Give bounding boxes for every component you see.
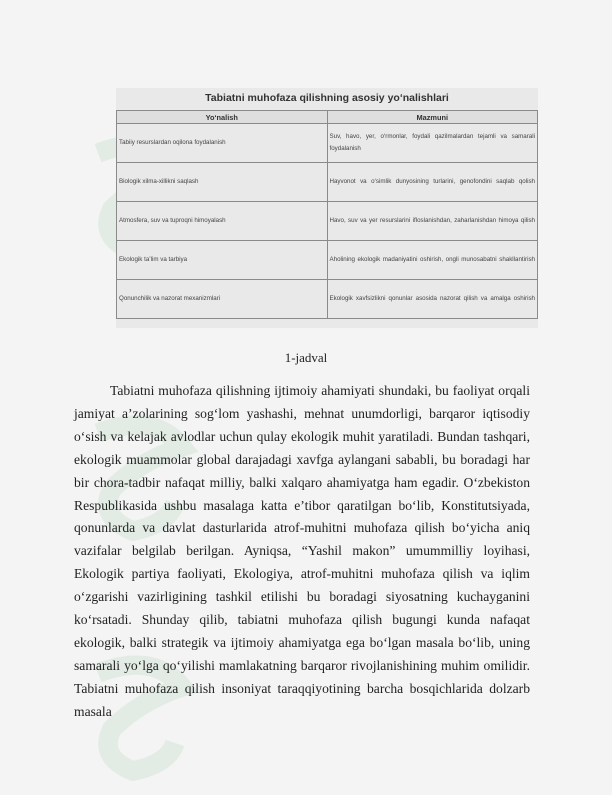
table-cell-direction: Tabiiy resurslardan oqilona foydalanish xyxy=(117,124,328,163)
table-cell-direction: Biologik xilma-xillikni saqlash xyxy=(117,163,328,202)
table-caption: 1-jadval xyxy=(284,350,328,365)
table-cell-content: Havo, suv va yer resurslarini ifloslanishdan, zaharlanishdan himoya qilish xyxy=(327,202,538,241)
table-row xyxy=(117,202,538,241)
table-cell-content: Suv, havo, yer, o‘rmonlar, foydali qazilmalardan tejamli va samarali foydalanish xyxy=(327,124,538,163)
table-header-row xyxy=(117,111,538,124)
table-row xyxy=(117,241,538,280)
directions-table xyxy=(116,110,538,319)
table-cell-direction: Ekologik ta’lim va tarbiya xyxy=(117,241,328,280)
table-cell-content: Hayvonot va o‘simlik dunyosining turlarini, genofondini saqlab qolish xyxy=(327,163,538,202)
table-title: Tabiatni muhofaza qilishning asosiy yo‘nalishlari xyxy=(205,92,449,104)
table-cell-direction: Atmosfera, suv va tuproqni himoyalash xyxy=(117,202,328,241)
table-cell-content: Aholining ekologik madaniyatini oshirish, ongli munosabatni shakllantirish xyxy=(327,241,538,280)
table-cell-content: Ekologik xavfsizlikni qonunlar asosida nazorat qilish va amalga oshirish xyxy=(327,280,538,319)
body-paragraph: Tabiatni muhofaza qilishning ijtimoiy ahamiyati shundaki, bu faoliyat orqali jamiyat a’zolarining sog‘lom yashashi, mehnat unumdorligi, barqaror iqtisodiy o‘sish va kelajak avlodlar uchun qulay ekologik muhit yaratiladi. Bundan tashqari, ekologik muammolar global darajadagi xavfga aylangani sababli, bu boradagi har bir chora-tadbir nafaqat milliy, balki xalqaro ahamiyatga ham egadir. O‘zbekiston Respublikasida ushbu masalaga katta e’tibor qaratilgan bo‘lib, Konstitutsiyada, qonunlarda va davlat dasturlarida atrof-muhitni muhofaza qilish bo‘yicha aniq vazifalar belgilab berilgan. Ayniqsa, “Yashil makon” umummilliy loyihasi, Ekologik partiya faoliyati, Ekologiya, atrof-muhitni muhofaza qilish va iqlim o‘zgarishi vazirligining tashkil etilishi bu boradagi siyosatning kuchayganini ko‘rsatadi. Shunday qilib, tabiatni muhofaza qilish bugungi kunda nafaqat ekologik, balki strategik va ijtimoiy ahamiyatga ega bo‘lgan masala bo‘lib, uning samarali yo‘lga qo‘yilishi mamlakatning barqaror rivojlanishining muhim omilidir. Tabiatni muhofaza qilish insoniyat taraqqiyotining barcha bosqichlarida dolzarb masala xyxy=(74,383,530,719)
table-row xyxy=(117,163,538,202)
table-row xyxy=(117,280,538,319)
table-header-cell: Yo‘nalish xyxy=(117,111,328,124)
table-header-cell: Mazmuni xyxy=(327,111,538,124)
table-cell-direction: Qonunchilik va nazorat mexanizmlari xyxy=(117,280,328,319)
table-image xyxy=(116,88,538,328)
table-row xyxy=(117,124,538,163)
